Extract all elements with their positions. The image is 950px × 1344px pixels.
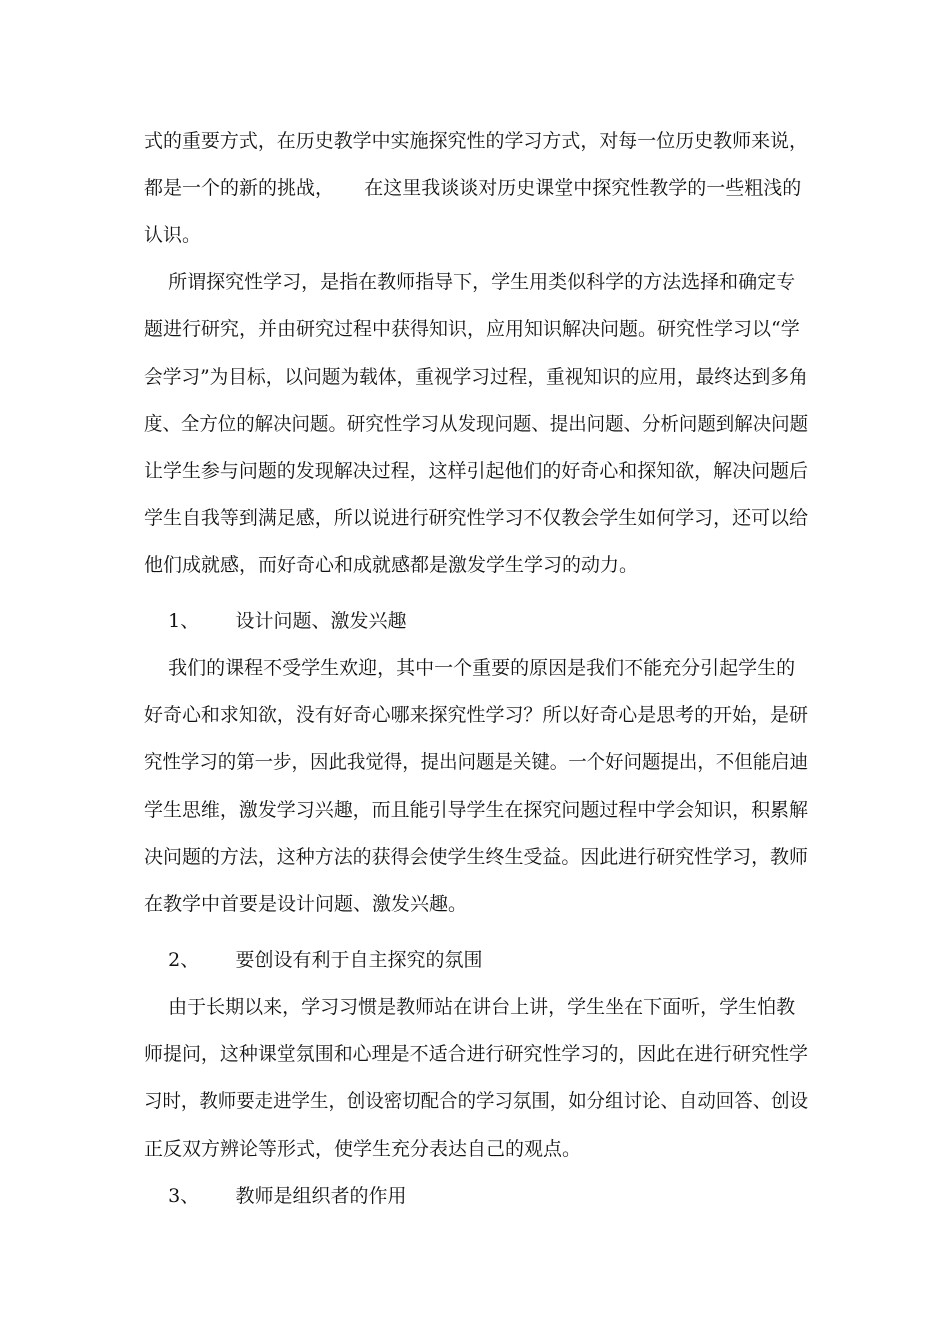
text-line: 决问题的方法，这种方法的获得会使学生终生受益。因此进行研究性学习，教师 (144, 846, 809, 868)
text-line: 师提问，这种课堂氛围和心理是不适合进行研究性学习的，因此在进行研究性学 (144, 1043, 809, 1065)
text-line: 学生自我等到满足感，所以说进行研究性学习不仅教会学生如何学习，还可以给 (144, 507, 809, 529)
text-line: 式的重要方式，在历史教学中实施探究性的学习方式，对每一位历史教师来说， (144, 130, 809, 152)
text-line: 好奇心和求知欲，没有好奇心哪来探究性学习？所以好奇心是思考的开始，是研 (144, 704, 809, 726)
text-line: 题进行研究，并由研究过程中获得知识，应用知识解决问题。研究性学习以“学 (144, 318, 800, 340)
section-heading: 2、 要创设有利于自主探究的氛围 (144, 949, 483, 971)
text-line: 究性学习的第一步，因此我觉得，提出问题是关键。一个好问题提出，不但能启迪 (144, 751, 809, 773)
text-line: 认识。 (144, 224, 202, 246)
text-line: 让学生参与问题的发现解决过程，这样引起他们的好奇心和探知欲，解决问题后 (144, 460, 809, 482)
text-line: 会学习”为目标，以问题为载体，重视学习过程，重视知识的应用，最终达到多角 (144, 366, 808, 388)
section-heading: 1、 设计问题、激发兴趣 (144, 610, 407, 632)
text-line: 都是一个的新的挑战， 在这里我谈谈对历史课堂中探究性教学的一些粗浅的 (144, 177, 802, 199)
text-line: 由于长期以来，学习习惯是教师站在讲台上讲，学生坐在下面听，学生怕教 (144, 996, 796, 1018)
text-line: 在教学中首要是设计问题、激发兴趣。 (144, 893, 468, 915)
text-line: 正反双方辨论等形式，使学生充分表达自己的观点。 (144, 1138, 582, 1160)
section-heading: 3、 教师是组织者的作用 (144, 1185, 407, 1207)
text-line: 他们成就感，而好奇心和成就感都是激发学生学习的动力。 (144, 554, 639, 576)
text-line: 所谓探究性学习，是指在教师指导下，学生用类似科学的方法选择和确定专 (144, 271, 796, 293)
text-line: 学生思维，激发学习兴趣，而且能引导学生在探究问题过程中学会知识，积累解 (144, 799, 809, 821)
text-line: 我们的课程不受学生欢迎，其中一个重要的原因是我们不能充分引起学生的 (144, 657, 796, 679)
text-line: 度、全方位的解决问题。研究性学习从发现问题、提出问题、分析问题到解决问题 (144, 413, 809, 435)
text-line: 习时，教师要走进学生，创设密切配合的学习氛围，如分组讨论、自动回答、创设 (144, 1090, 809, 1112)
